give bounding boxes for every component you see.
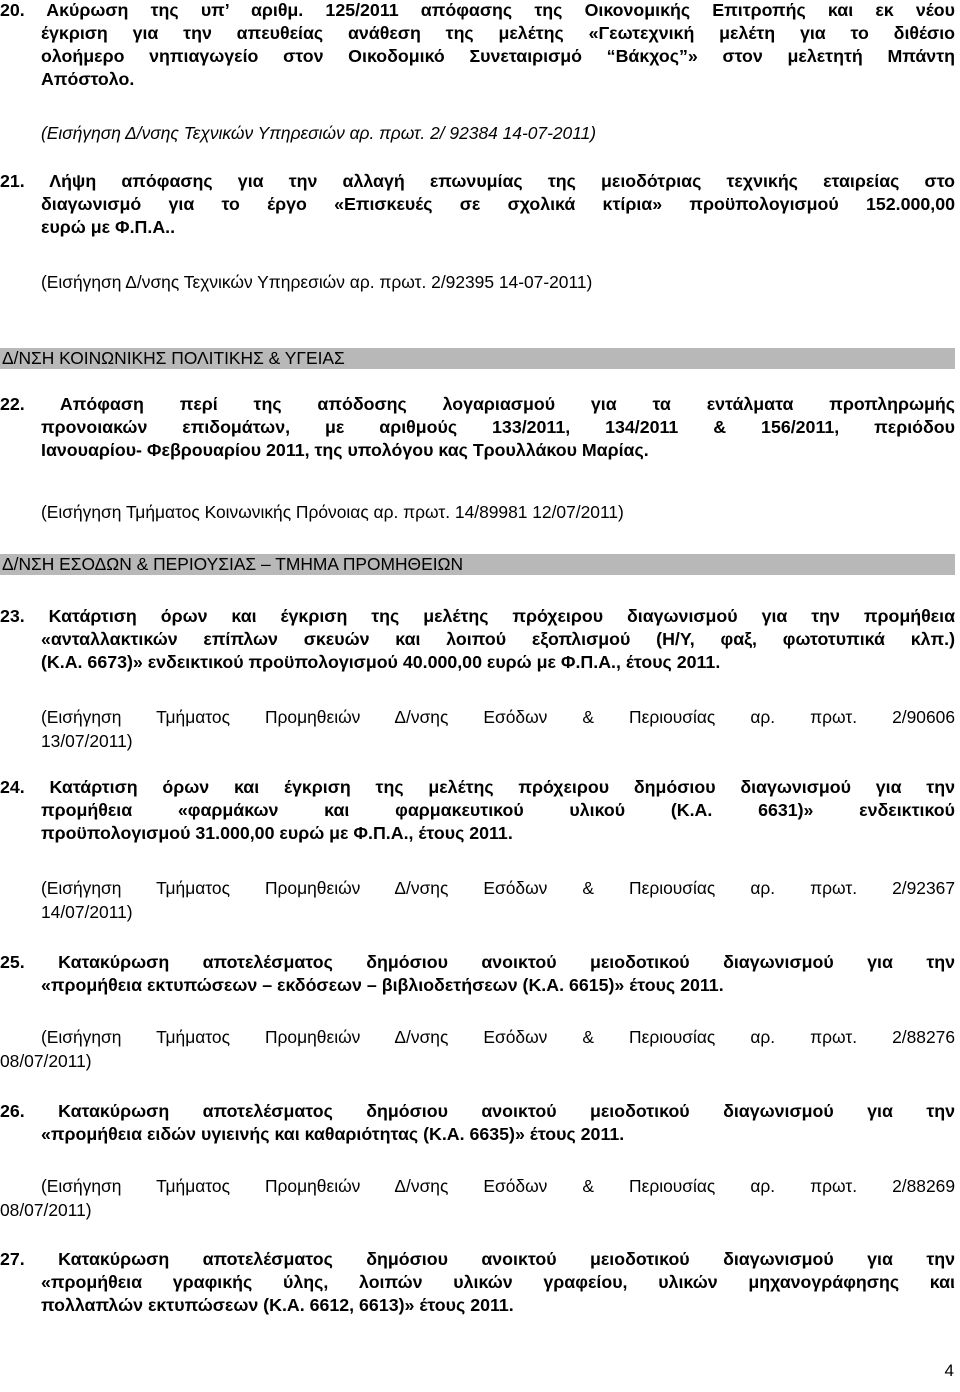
- item-text-line: προνοιακών επιδομάτων, με αριθμούς 133/2011, 134/2011 & 156/2011, περιόδου: [41, 417, 955, 437]
- item-text-line: προϋπολογισμού 31.000,00 ευρώ με Φ.Π.Α., έτους 2011.: [41, 823, 513, 843]
- agenda-item-20: [0, 0, 955, 91]
- reference-line: (Εισήγηση Τμήματος Προμηθειών Δ/νσης Εσόδων & Περιουσίας αρ. πρωτ. 2/88269: [41, 1176, 955, 1196]
- item-24-reference: [0, 876, 955, 924]
- item-20-reference: [0, 121, 955, 145]
- item-text-line: ολοήμερο νηπιαγωγείο στον Οικοδομικό Συνεταιρισμό “Βάκχος”» στον μελετητή Μπάντη: [41, 46, 955, 66]
- section-header-revenue-property: Δ/ΝΣΗ ΕΣΟΔΩΝ & ΠΕΡΙΟΥΣΙΑΣ – ΤΜΗΜΑ ΠΡΟΜΗΘΕΙΩΝ: [0, 554, 955, 575]
- reference-line: 14/07/2011): [41, 902, 133, 922]
- item-text-line: 27. Κατακύρωση αποτελέσματος δημόσιου ανοικτού μειοδοτικού διαγωνισμού για την: [0, 1249, 955, 1269]
- item-text-line: «προμήθεια γραφικής ύλης, λοιπών υλικών γραφείου, υλικών μηχανογράφησης και: [41, 1272, 955, 1292]
- item-text-line: 24. Κατάρτιση όρων και έγκριση της μελέτης πρόχειρου δημόσιου διαγωνισμού για την: [0, 777, 955, 797]
- item-text-line: 20. Ακύρωση της υπ’ αριθμ. 125/2011 απόφασης της Οικονομικής Επιτροπής και εκ νέου: [0, 0, 955, 20]
- item-text-line: προμήθεια «φαρμάκων και φαρμακευτικού υλικού (Κ.Α. 6631)» ενδεικτικού: [41, 800, 955, 820]
- item-text-line: ευρώ με Φ.Π.Α..: [41, 217, 176, 237]
- item-text-line: «ανταλλακτικών επίπλων σκευών και λοιπού εξοπλισμού (Η/Υ, φαξ, φωτοτυπικά κλπ.): [41, 629, 955, 649]
- agenda-item-23: [0, 605, 955, 674]
- item-text-line: 25. Κατακύρωση αποτελέσματος δημόσιου ανοικτού μειοδοτικού διαγωνισμού για την: [0, 952, 955, 972]
- agenda-item-26: [0, 1100, 955, 1146]
- reference-line: 13/07/2011): [41, 731, 133, 751]
- item-text-line: διαγωνισμό για το έργο «Επισκευές σε σχολικά κτίρια» προϋπολογισμού 152.000,00: [41, 194, 955, 214]
- item-22-reference: [0, 500, 955, 524]
- agenda-item-25: [0, 951, 955, 997]
- item-text-line: 23. Κατάρτιση όρων και έγκριση της μελέτης πρόχειρου διαγωνισμού για την προμήθεια: [0, 606, 955, 626]
- item-text-line: (Κ.Α. 6673)» ενδεικτικού προϋπολογισμού 40.000,00 ευρώ με Φ.Π.Α., έτους 2011.: [41, 652, 721, 672]
- agenda-item-22: [0, 393, 955, 462]
- reference-line: (Εισήγηση Τμήματος Προμηθειών Δ/νσης Εσόδων & Περιουσίας αρ. πρωτ. 2/88276: [41, 1027, 955, 1047]
- item-21-reference: [0, 270, 955, 294]
- reference-line: (Εισήγηση Τμήματος Κοινωνικής Πρόνοιας αρ. πρωτ. 14/89981 12/07/2011): [41, 502, 624, 522]
- reference-line: 08/07/2011): [0, 1200, 92, 1220]
- section-header-social-policy: Δ/ΝΣΗ ΚΟΙΝΩΝΙΚΗΣ ΠΟΛΙΤΙΚΗΣ & ΥΓΕΙΑΣ: [0, 348, 955, 369]
- item-text-line: «προμήθεια ειδών υγιεινής και καθαριότητας (Κ.Α. 6635)» έτους 2011.: [41, 1124, 625, 1144]
- reference-line: (Εισήγηση Τμήματος Προμηθειών Δ/νσης Εσόδων & Περιουσίας αρ. πρωτ. 2/90606: [41, 707, 955, 727]
- reference-line: (Εισήγηση Τμήματος Προμηθειών Δ/νσης Εσόδων & Περιουσίας αρ. πρωτ. 2/92367: [41, 878, 955, 898]
- item-text-line: 26. Κατακύρωση αποτελέσματος δημόσιου ανοικτού μειοδοτικού διαγωνισμού για την: [0, 1101, 955, 1121]
- item-23-reference: [0, 705, 955, 753]
- agenda-item-21: [0, 170, 955, 239]
- page-number: 4: [944, 1361, 954, 1380]
- reference-line: 08/07/2011): [0, 1051, 92, 1071]
- item-text-line: 22. Απόφαση περί της απόδοσης λογαριασμού για τα εντάλματα προπληρωμής: [0, 394, 955, 414]
- item-text-line: Ιανουαρίου- Φεβρουαρίου 2011, της υπολόγου κας Τρουλλάκου Μαρίας.: [41, 440, 649, 460]
- item-text-line: 21. Λήψη απόφασης για την αλλαγή επωνυμίας της μειοδότριας τεχνικής εταιρείας στο: [0, 171, 955, 191]
- item-text-line: «προμήθεια εκτυπώσεων – εκδόσεων – βιβλιοδετήσεων (Κ.Α. 6615)» έτους 2011.: [41, 975, 724, 995]
- reference-line: (Εισήγηση Δ/νσης Τεχνικών Υπηρεσιών αρ. πρωτ. 2/92395 14-07-2011): [41, 272, 593, 292]
- agenda-item-27: [0, 1248, 955, 1317]
- agenda-item-24: [0, 776, 955, 845]
- item-text-line: Απόστολο.: [41, 69, 135, 89]
- item-text-line: πολλαπλών εκτυπώσεων (Κ.Α. 6612, 6613)» έτους 2011.: [41, 1295, 514, 1315]
- item-26-reference: [0, 1174, 955, 1222]
- item-text-line: έγκριση για την απευθείας ανάθεση της μελέτης «Γεωτεχνική μελέτη για το διθέσιο: [41, 23, 955, 43]
- item-25-reference: [0, 1025, 955, 1073]
- reference-line: (Εισήγηση Δ/νσης Τεχνικών Υπηρεσιών αρ. πρωτ. 2/ 92384 14-07-2011): [41, 123, 597, 143]
